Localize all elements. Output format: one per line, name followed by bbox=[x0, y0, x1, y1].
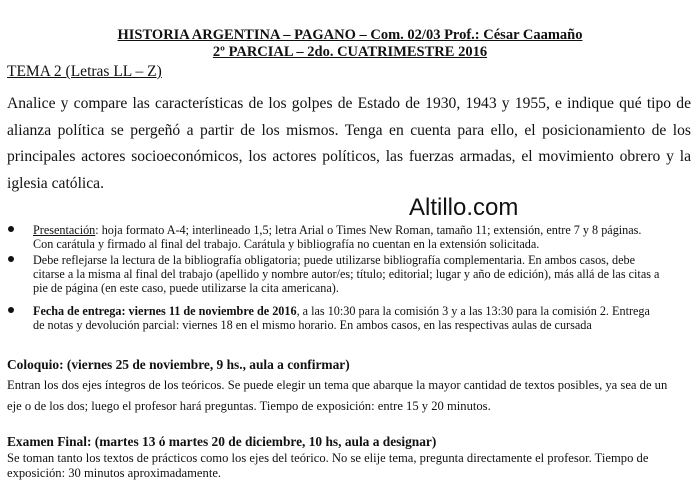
examen-body bbox=[7, 451, 697, 481]
bullet-text bbox=[33, 304, 693, 332]
examen-title: Examen Final: (martes 13 ó martes 20 de diciembre, 10 hs, aula a designar) bbox=[7, 434, 437, 449]
bullet-text bbox=[33, 223, 693, 251]
bullet-icon bbox=[8, 307, 14, 313]
prompt-line: alianza política se pergeñó a partir de los mismos. Tenga en cuenta para ello, el posicionamiento de los bbox=[7, 121, 691, 139]
course-title: HISTORIA ARGENTINA – PAGANO – Com. 02/03 Prof.: César Caamaño bbox=[117, 27, 583, 43]
exam-title: 2º PARCIAL – 2do. CUATRIMESTRE 2016 bbox=[212, 44, 488, 60]
bullet-line: de notas y devolución parcial: viernes 18 en el mismo horario. En ambos casos, en las respectivas aulas de cursada bbox=[33, 318, 592, 333]
bullet-line: pie de página (en este caso, puede utilizarse la cita americana). bbox=[33, 281, 339, 296]
coloquio-line: Entran los dos ejes íntegros de los teóricos. Se puede elegir un tema que abarque la mayor cantidad de textos posibles, ya sea de un bbox=[7, 378, 668, 392]
coloquio-line: eje o de los dos; luego el profesor hará preguntas. Tiempo de exposición: entre 15 y 20 minutos. bbox=[7, 398, 491, 413]
bullet-label: Presentación bbox=[33, 223, 96, 237]
watermark: Altillo.com bbox=[409, 194, 519, 221]
bullet-icon bbox=[8, 226, 14, 232]
bullet-label: Fecha de entrega bbox=[33, 304, 122, 318]
topic-heading: TEMA 2 (Letras LL – Z) bbox=[7, 63, 162, 80]
prompt-line: iglesia católica. bbox=[7, 174, 104, 192]
examen-line: exposición: 30 minutos aproximadamente. bbox=[7, 466, 222, 480]
bullet-line: : hoja formato A-4; interlineado 1,5; letra Arial o Times New Roman, tamaño 11; extensión, entre 7 y 8 páginas. bbox=[95, 223, 642, 237]
coloquio-title: Coloquio: (viernes 25 de noviembre, 9 hs., aula a confirmar) bbox=[7, 357, 350, 372]
bullet-line: Con carátula y firmado al final del trabajo. Carátula y bibliografía no cuentan en la extensión solicitada. bbox=[33, 237, 540, 252]
examen-line: Se toman tanto los textos de prácticos como los ejes del teórico. No se elije tema, pregunta directamente el profesor. Tiempo de bbox=[7, 451, 649, 465]
essay-prompt bbox=[7, 91, 691, 197]
bullet-line: Debe reflejarse la lectura de la bibliografía obligatoria; puede utilizarse bibliografía complementaria. En ambos casos, debe bbox=[33, 253, 636, 267]
bullet-date: : viernes 11 de noviembre de 2016 bbox=[121, 304, 297, 318]
coloquio-body bbox=[7, 375, 697, 416]
bullet-line: , a las 10:30 para la comisión 3 y a las 13:30 para la comisión 2. Entrega bbox=[296, 304, 650, 318]
bullet-line: citarse a la misma al final del trabajo (apellido y nombre autor/es; título; editorial; lugar y año de edición), más allá de las citas a bbox=[33, 267, 660, 282]
prompt-line: Analice y compare las características de los golpes de Estado de 1930, 1943 y 1955, e indique qué tipo de bbox=[7, 95, 691, 112]
bullet-text bbox=[33, 253, 693, 296]
prompt-line: principales actores socioeconómicos, los actores políticos, las fuerzas armadas, el movimiento obrero y la bbox=[7, 148, 691, 165]
bullet-icon bbox=[8, 256, 14, 262]
